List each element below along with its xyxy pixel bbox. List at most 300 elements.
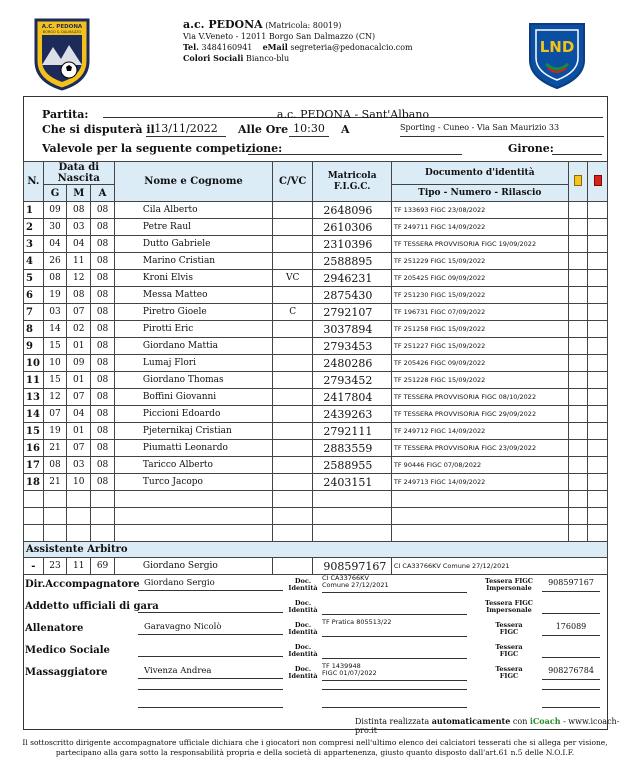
player-name: Turco Jacopo <box>114 474 272 491</box>
player-row[interactable] <box>24 304 608 321</box>
player-yellow-card <box>568 457 588 474</box>
club-address: Via V.Veneto - 12011 Borgo San Dalmazzo (CN) <box>183 32 376 41</box>
player-matricola: 2588955 <box>313 457 392 474</box>
player-birth-year: 08 <box>91 474 115 491</box>
staff-doc-label: Doc. Identità <box>288 621 318 636</box>
time-label: Alle Ore <box>238 123 289 136</box>
player-number: 10 <box>24 355 44 372</box>
staff-document[interactable] <box>322 641 467 659</box>
player-captain <box>273 253 313 270</box>
club-logo <box>33 17 91 91</box>
player-matricola: 2648096 <box>313 202 392 219</box>
staff-tessera-label: Tessera FIGC <box>495 665 523 680</box>
player-row[interactable] <box>24 202 608 219</box>
player-birth-day: 07 <box>43 406 67 423</box>
player-birth-year: 08 <box>91 287 115 304</box>
player-birth-day: 15 <box>43 372 67 389</box>
player-number: 11 <box>24 372 44 389</box>
player-red-card <box>588 440 608 457</box>
empty-cell <box>568 508 588 525</box>
player-captain <box>273 202 313 219</box>
player-captain <box>273 355 313 372</box>
player-red-card <box>588 236 608 253</box>
staff-name[interactable]: Garavagno Nicolò <box>138 622 283 635</box>
player-row[interactable] <box>24 287 608 304</box>
player-document: TF 251258 FIGC 15/09/2022 <box>391 321 568 338</box>
empty-cell <box>391 491 568 508</box>
col-name: Nome e Cognome <box>114 162 272 202</box>
player-captain <box>273 321 313 338</box>
player-birth-day: 26 <box>43 253 67 270</box>
player-red-card <box>588 253 608 270</box>
player-row[interactable] <box>24 457 608 474</box>
player-birth-year: 08 <box>91 253 115 270</box>
player-birth-month: 07 <box>67 304 91 321</box>
player-yellow-card <box>568 406 588 423</box>
empty-cell <box>313 491 392 508</box>
player-yellow-card <box>568 270 588 287</box>
staff-tessera-label: Tessera FIGC <box>495 621 523 636</box>
player-birth-day: 08 <box>43 457 67 474</box>
player-row[interactable] <box>24 270 608 287</box>
colors-value: Bianco-blu <box>245 54 290 63</box>
empty-cell <box>91 525 115 542</box>
player-birth-year: 08 <box>91 304 115 321</box>
player-row[interactable] <box>24 474 608 491</box>
player-yellow-card <box>568 474 588 491</box>
col-yellow <box>568 162 588 202</box>
staff-role: Allenatore <box>25 623 84 634</box>
svg-text:BORGO S. DALMAZZO: BORGO S. DALMAZZO <box>42 30 82 34</box>
girone-label: Girone: <box>508 142 554 155</box>
assistant-g: 23 <box>43 558 67 575</box>
player-birth-month: 07 <box>67 440 91 457</box>
player-birth-month: 12 <box>67 270 91 287</box>
empty-cell <box>43 525 67 542</box>
player-document: TF TESSERA PROVVISORIA FIGC 23/09/2022 <box>391 440 568 457</box>
player-name: Messa Matteo <box>114 287 272 304</box>
declaration-line-1: Il sottoscritto dirigente accompagnatore ufficiale dichiara che i giocatori non compresi nell'ultimo elenco dei calciatori tesserati che si allega per visione, <box>22 738 608 747</box>
player-captain <box>273 338 313 355</box>
extra-line <box>322 688 467 690</box>
player-row[interactable] <box>24 253 608 270</box>
player-yellow-card <box>568 389 588 406</box>
col-g: G <box>43 185 67 202</box>
player-birth-month: 08 <box>67 287 91 304</box>
partita-value: a.c. PEDONA - Sant'Albano <box>276 108 430 121</box>
player-row[interactable] <box>24 236 608 253</box>
player-captain <box>273 440 313 457</box>
empty-cell <box>43 491 67 508</box>
staff-doc-label: Doc. Identità <box>288 665 318 680</box>
player-captain: C <box>273 304 313 321</box>
player-document: TF 251228 FIGC 15/09/2022 <box>391 372 568 389</box>
player-name: Piumatti Leonardo <box>114 440 272 457</box>
assistant-a: 69 <box>91 558 115 575</box>
player-row[interactable] <box>24 389 608 406</box>
girone-field[interactable] <box>552 141 602 155</box>
col-matricola: Matricola F.I.G.C. <box>313 162 392 202</box>
player-birth-day: 19 <box>43 287 67 304</box>
player-birth-month: 02 <box>67 321 91 338</box>
empty-cell <box>114 508 272 525</box>
player-row[interactable] <box>24 440 608 457</box>
player-birth-month: 03 <box>67 219 91 236</box>
player-red-card <box>588 304 608 321</box>
empty-player-row[interactable] <box>24 508 608 525</box>
empty-cell <box>391 508 568 525</box>
empty-cell <box>313 525 392 542</box>
club-name: a.c. PEDONA <box>183 18 263 31</box>
player-red-card <box>588 372 608 389</box>
player-number: 3 <box>24 236 44 253</box>
player-number: 7 <box>24 304 44 321</box>
assistant-m: 11 <box>67 558 91 575</box>
player-matricola: 2610306 <box>313 219 392 236</box>
club-matricola: (Matricola: 80019) <box>265 21 342 30</box>
declaration-note <box>20 738 610 758</box>
empty-cell <box>114 525 272 542</box>
player-birth-year: 08 <box>91 270 115 287</box>
a-label: A <box>341 123 350 136</box>
player-document: TF 249712 FIGC 14/09/2022 <box>391 423 568 440</box>
player-birth-day: 14 <box>43 321 67 338</box>
player-document: TF 90446 FIGC 07/08/2022 <box>391 457 568 474</box>
player-row[interactable] <box>24 321 608 338</box>
assistant-n: - <box>24 558 44 575</box>
player-number: 2 <box>24 219 44 236</box>
player-birth-day: 09 <box>43 202 67 219</box>
player-birth-month: 07 <box>67 389 91 406</box>
empty-cell <box>391 525 568 542</box>
player-birth-day: 03 <box>43 304 67 321</box>
player-red-card <box>588 389 608 406</box>
player-number: 17 <box>24 457 44 474</box>
player-document: TF 205426 FIGC 09/09/2022 <box>391 355 568 372</box>
player-matricola: 2875430 <box>313 287 392 304</box>
staff-name[interactable] <box>138 600 283 613</box>
player-birth-month: 01 <box>67 372 91 389</box>
player-matricola: 2793453 <box>313 338 392 355</box>
player-row[interactable] <box>24 423 608 440</box>
player-document: TF TESSERA PROVVISORIA FIGC 29/09/2022 <box>391 406 568 423</box>
player-number: 9 <box>24 338 44 355</box>
staff-doc-label: Doc. Identità <box>288 599 318 614</box>
staff-name[interactable]: Giordano Sergio <box>138 578 283 591</box>
partita-label: Partita: <box>42 108 89 121</box>
player-matricola: 2310396 <box>313 236 392 253</box>
player-name: Petre Raul <box>114 219 272 236</box>
player-name: Pjeternikaj Cristian <box>114 423 272 440</box>
staff-role: Dir.Accompagnatore <box>25 579 140 590</box>
player-yellow-card <box>568 253 588 270</box>
empty-cell <box>24 525 44 542</box>
player-document: TF 249711 FIGC 14/09/2022 <box>391 219 568 236</box>
player-birth-year: 08 <box>91 338 115 355</box>
player-captain <box>273 457 313 474</box>
staff-doc-label: Doc. Identità <box>288 643 318 658</box>
player-birth-day: 12 <box>43 389 67 406</box>
staff-tessera-label: Tessera FIGC Impersonale <box>485 577 533 592</box>
player-birth-year: 08 <box>91 202 115 219</box>
player-captain <box>273 219 313 236</box>
player-document: TF 133693 FIGC 23/08/2022 <box>391 202 568 219</box>
player-birth-day: 08 <box>43 270 67 287</box>
staff-document[interactable]: TF Pratica 805513/22 <box>322 619 467 637</box>
player-birth-year: 08 <box>91 219 115 236</box>
date-value[interactable]: 13/11/2022 <box>146 122 226 137</box>
player-number: 16 <box>24 440 44 457</box>
player-birth-month: 08 <box>67 202 91 219</box>
staff-role: Massaggiatore <box>25 667 108 678</box>
player-birth-year: 08 <box>91 372 115 389</box>
empty-cell <box>67 491 91 508</box>
assistant-header: Assistente Arbitro <box>24 542 608 558</box>
col-doc-sub: Tipo - Numero - Rilascio <box>391 185 568 202</box>
player-red-card <box>588 474 608 491</box>
empty-cell <box>273 508 313 525</box>
col-m: M <box>67 185 91 202</box>
player-captain <box>273 287 313 304</box>
generated-note <box>355 716 627 735</box>
staff-tessera[interactable] <box>542 600 600 614</box>
player-name: Kroni Elvis <box>114 270 272 287</box>
player-name: Giordano Thomas <box>114 372 272 389</box>
player-birth-year: 08 <box>91 236 115 253</box>
player-red-card <box>588 321 608 338</box>
col-n: N. <box>24 162 44 202</box>
player-yellow-card <box>568 338 588 355</box>
yellow-card-icon <box>574 175 582 186</box>
colors-label: Colori Sociali <box>183 53 244 63</box>
extra-line <box>322 706 467 708</box>
player-red-card <box>588 287 608 304</box>
assistant-row[interactable] <box>24 558 608 575</box>
player-birth-year: 08 <box>91 389 115 406</box>
player-yellow-card <box>568 423 588 440</box>
extra-line <box>542 706 600 708</box>
player-yellow-card <box>568 236 588 253</box>
empty-cell <box>91 491 115 508</box>
player-birth-day: 10 <box>43 355 67 372</box>
player-name: Piccioni Edoardo <box>114 406 272 423</box>
player-yellow-card <box>568 321 588 338</box>
player-name: Giordano Mattia <box>114 338 272 355</box>
player-name: Lumaj Flori <box>114 355 272 372</box>
players-body <box>24 202 608 542</box>
partita-field[interactable] <box>103 103 603 121</box>
player-row[interactable] <box>24 338 608 355</box>
empty-player-row[interactable] <box>24 491 608 508</box>
player-document: TF 196731 FIGC 07/09/2022 <box>391 304 568 321</box>
player-number: 6 <box>24 287 44 304</box>
assistant-mat: 908597167 <box>313 558 392 575</box>
competition-field[interactable] <box>248 141 462 155</box>
player-document: TF 249713 FIGC 14/09/2022 <box>391 474 568 491</box>
player-number: 4 <box>24 253 44 270</box>
player-name: Marino Cristian <box>114 253 272 270</box>
staff-tessera[interactable]: 908276784 <box>542 666 600 680</box>
extra-line <box>542 688 600 690</box>
player-document: TF TESSERA PROVVISORIA FIGC 19/09/2022 <box>391 236 568 253</box>
player-yellow-card <box>568 440 588 457</box>
players-table <box>23 161 608 575</box>
player-number: 13 <box>24 389 44 406</box>
tel-label: Tel. <box>183 42 199 52</box>
player-matricola: 2792111 <box>313 423 392 440</box>
player-name: Pirotti Eric <box>114 321 272 338</box>
player-document: TF TESSERA PROVVISORIA FIGC 08/10/2022 <box>391 389 568 406</box>
player-name: Taricco Alberto <box>114 457 272 474</box>
red-card-icon <box>594 175 602 186</box>
player-number: 15 <box>24 423 44 440</box>
col-doc: Documento d'identità <box>391 162 568 185</box>
player-birth-day: 21 <box>43 474 67 491</box>
empty-cell <box>24 508 44 525</box>
empty-player-row[interactable] <box>24 525 608 542</box>
player-matricola: 2793452 <box>313 372 392 389</box>
staff-tessera[interactable]: 176089 <box>542 622 600 636</box>
staff-role: Addetto ufficiali di gara <box>25 601 159 612</box>
player-number: 5 <box>24 270 44 287</box>
player-yellow-card <box>568 202 588 219</box>
player-birth-month: 01 <box>67 338 91 355</box>
player-captain <box>273 372 313 389</box>
player-row[interactable] <box>24 355 608 372</box>
player-birth-day: 19 <box>43 423 67 440</box>
player-yellow-card <box>568 219 588 236</box>
assistant-doc: CI CA33766KV Comune 27/12/2021 <box>391 558 607 575</box>
player-document: TF 251227 FIGC 15/09/2022 <box>391 338 568 355</box>
player-red-card <box>588 219 608 236</box>
staff-tessera-label: Tessera FIGC <box>495 643 523 658</box>
player-document: TF 205425 FIGC 09/09/2022 <box>391 270 568 287</box>
club-header <box>183 19 413 64</box>
col-red <box>588 162 608 202</box>
icoach-brand[interactable]: iCoach <box>529 716 561 726</box>
empty-cell <box>273 491 313 508</box>
player-document: TF 251229 FIGC 15/09/2022 <box>391 253 568 270</box>
generated-mid: con <box>512 717 528 726</box>
player-number: 1 <box>24 202 44 219</box>
assistant-name: Giordano Sergio <box>114 558 272 575</box>
player-red-card <box>588 338 608 355</box>
player-birth-year: 08 <box>91 321 115 338</box>
declaration-line-2: partecipano alla gara sotto la responsabilità propria e della società di appartenenza, giusto quanto disposto dall'art.61 n.5 delle N.O.I.F. <box>55 748 575 757</box>
extra-line <box>138 706 283 708</box>
empty-cell <box>114 491 272 508</box>
staff-document[interactable]: TF 1439948 FIGC 01/07/2022 <box>322 663 467 681</box>
col-cvc: C/VC <box>273 162 313 202</box>
player-yellow-card <box>568 355 588 372</box>
empty-cell <box>588 508 608 525</box>
player-row[interactable] <box>24 219 608 236</box>
player-red-card <box>588 457 608 474</box>
player-birth-day: 04 <box>43 236 67 253</box>
date-label: Che si disputerà il <box>42 123 155 136</box>
player-yellow-card <box>568 287 588 304</box>
player-name: Piretro Gioele <box>114 304 272 321</box>
empty-cell <box>313 508 392 525</box>
player-red-card <box>588 270 608 287</box>
empty-cell <box>43 508 67 525</box>
player-birth-month: 03 <box>67 457 91 474</box>
player-number: 8 <box>24 321 44 338</box>
player-red-card <box>588 423 608 440</box>
player-row[interactable] <box>24 406 608 423</box>
email-value[interactable]: segreteria@pedonacalcio.com <box>290 43 413 52</box>
player-birth-year: 08 <box>91 423 115 440</box>
player-number: 14 <box>24 406 44 423</box>
player-name: Dutto Gabriele <box>114 236 272 253</box>
lnd-logo <box>526 20 588 90</box>
player-matricola: 2417804 <box>313 389 392 406</box>
player-captain <box>273 474 313 491</box>
empty-cell <box>588 525 608 542</box>
empty-cell <box>91 508 115 525</box>
staff-name[interactable]: Vivenza Andrea <box>138 666 283 679</box>
player-name: Cila Alberto <box>114 202 272 219</box>
staff-document[interactable] <box>322 597 467 615</box>
extra-line <box>138 688 283 690</box>
player-birth-year: 08 <box>91 457 115 474</box>
staff-document[interactable]: CI CA33766KV Comune 27/12/2021 <box>322 575 467 593</box>
player-birth-day: 21 <box>43 440 67 457</box>
empty-cell <box>67 508 91 525</box>
player-birth-year: 08 <box>91 355 115 372</box>
player-matricola: 2946231 <box>313 270 392 287</box>
player-captain <box>273 236 313 253</box>
staff-name[interactable] <box>138 644 283 657</box>
empty-cell <box>568 525 588 542</box>
player-matricola: 2480286 <box>313 355 392 372</box>
staff-doc-label: Doc. Identità <box>288 577 318 592</box>
tel-value: 3484160941 <box>201 43 253 52</box>
player-birth-month: 04 <box>67 406 91 423</box>
empty-cell <box>273 525 313 542</box>
email-label: eMail <box>262 42 288 52</box>
assistant-cvc <box>273 558 313 575</box>
player-red-card <box>588 202 608 219</box>
player-birth-day: 15 <box>43 338 67 355</box>
empty-cell <box>568 491 588 508</box>
staff-role: Medico Sociale <box>25 645 110 656</box>
player-matricola: 2439263 <box>313 406 392 423</box>
player-captain <box>273 389 313 406</box>
venue-value[interactable]: Sporting - Cuneo - Via San Maurizio 33 <box>400 122 604 137</box>
generated-bold: automaticamente <box>431 716 511 726</box>
player-birth-year: 08 <box>91 406 115 423</box>
player-number: 18 <box>24 474 44 491</box>
player-birth-month: 09 <box>67 355 91 372</box>
staff-tessera[interactable] <box>542 644 600 658</box>
player-birth-month: 11 <box>67 253 91 270</box>
player-matricola: 2792107 <box>313 304 392 321</box>
player-birth-month: 04 <box>67 236 91 253</box>
player-matricola: 2883559 <box>313 440 392 457</box>
player-row[interactable] <box>24 372 608 389</box>
player-matricola: 2588895 <box>313 253 392 270</box>
col-a: A <box>91 185 115 202</box>
empty-cell <box>67 525 91 542</box>
player-birth-day: 30 <box>43 219 67 236</box>
time-value[interactable]: 10:30 <box>289 122 329 137</box>
staff-tessera[interactable]: 908597167 <box>542 578 600 592</box>
player-birth-month: 10 <box>67 474 91 491</box>
generated-post[interactable]: - www.icoach-pro.it <box>355 717 620 735</box>
player-name: Boffini Giovanni <box>114 389 272 406</box>
staff-tessera-label: Tessera FIGC Impersonale <box>485 599 533 614</box>
